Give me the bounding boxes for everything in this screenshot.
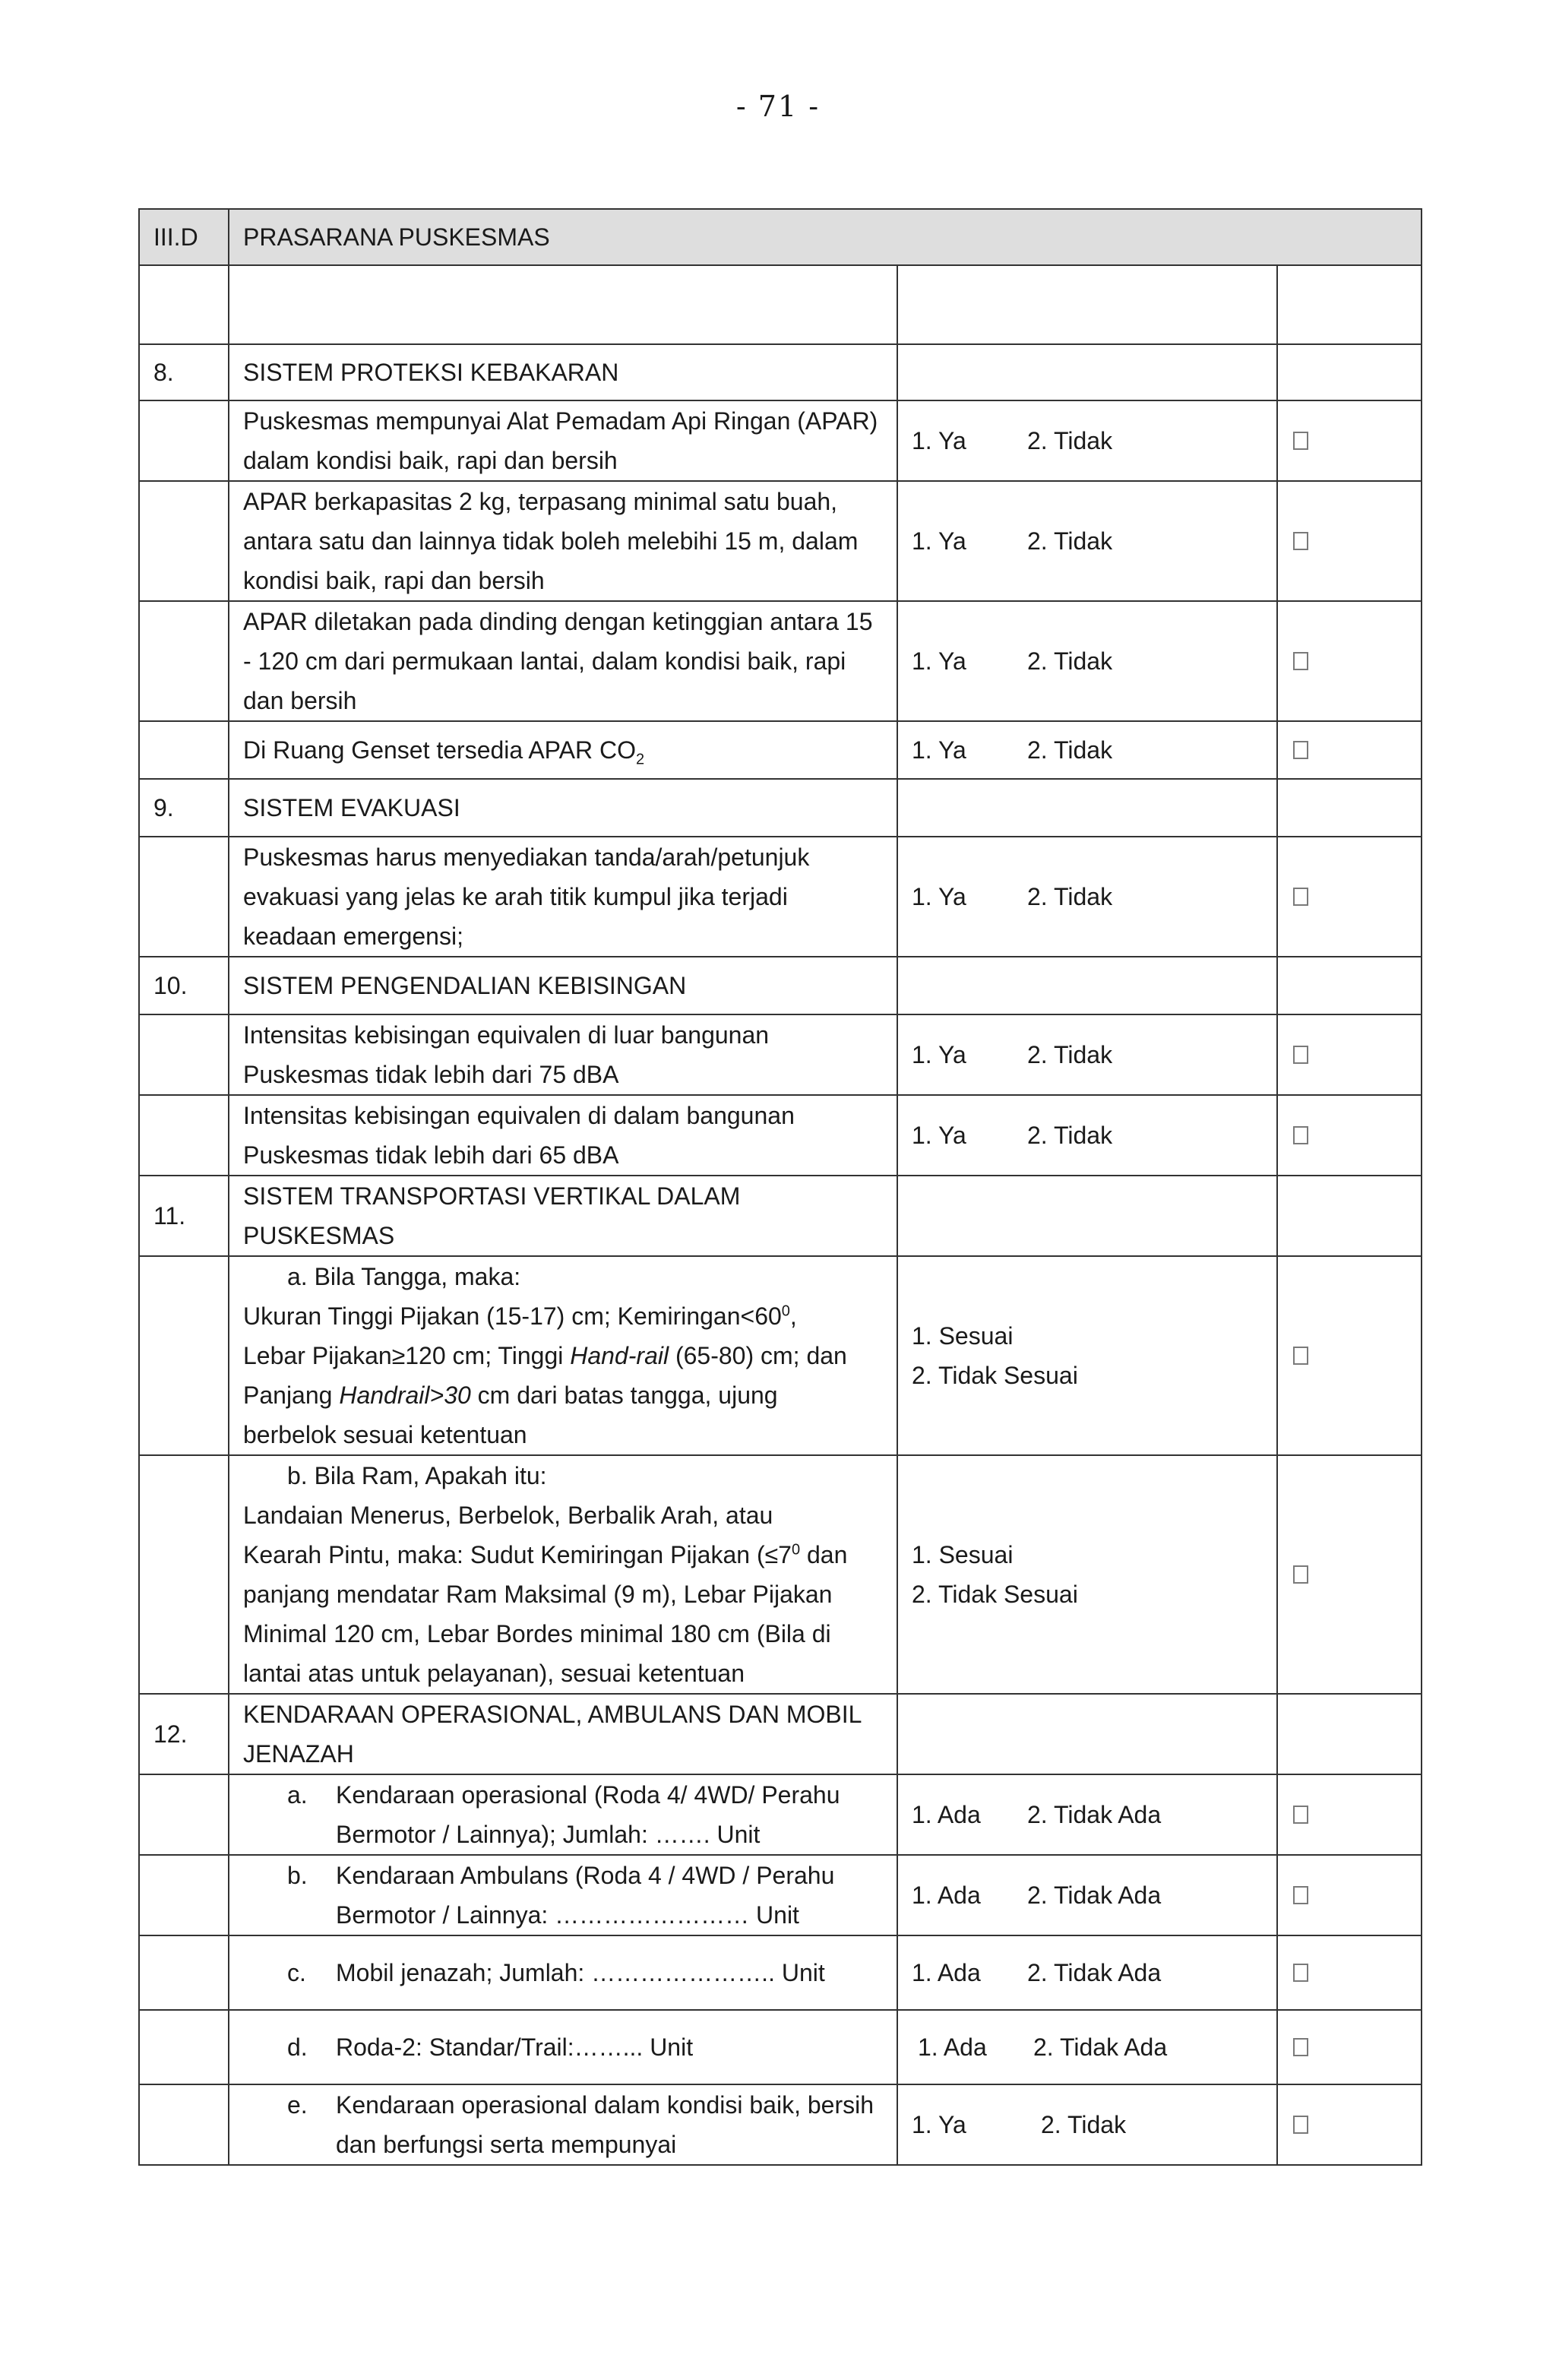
- item-letter: b.: [287, 1862, 308, 1889]
- question-text: b. Bila Ram, Apakah itu: Landaian Menerus, Berbelok, Berbalik Arah, atau Kearah Pintu, maka: Sudut Kemiringan Pijakan ($\le 7^0$ dan panjang mendatar Ram Maksimal (9 m), Lebar Pijakan Minimal 120 cm, Lebar Bordes minimal 180 cm (Bila di lantai atas untuk pelayanan), sesuai ketentuan: [229, 1455, 897, 1694]
- group-row-12: [139, 1694, 1422, 1774]
- option-tidak[interactable]: 2. Tidak: [1041, 2111, 1127, 2138]
- checkbox[interactable]: [1293, 432, 1308, 450]
- question-text: Intensitas kebisingan equivalen di luar bangunan Puskesmas tidak lebih dari 75 dBA: [229, 1014, 897, 1095]
- question-row: [139, 1256, 1422, 1455]
- checkbox[interactable]: [1293, 1046, 1308, 1064]
- group-title: SISTEM EVAKUASI: [229, 779, 897, 837]
- question-row: [139, 1855, 1422, 1935]
- question-text: Di Ruang Genset tersedia APAR $CO_2$: [229, 721, 897, 779]
- checkbox[interactable]: [1293, 1886, 1308, 1904]
- option-tidak[interactable]: 2. Tidak: [1027, 883, 1113, 910]
- option-tidak[interactable]: 2. Tidak: [1027, 1122, 1113, 1149]
- question-row: [139, 601, 1422, 721]
- option-sesuai[interactable]: 1. Sesuai: [912, 1322, 1014, 1350]
- question-text: c. Mobil jenazah; Jumlah: ………………….. Unit: [229, 1935, 897, 2010]
- option-ada[interactable]: 1. Ada: [912, 1959, 981, 1986]
- option-ada[interactable]: 1. Ada: [918, 2033, 987, 2061]
- group-title: SISTEM TRANSPORTASI VERTIKAL DALAM PUSKESMAS: [229, 1176, 897, 1256]
- option-tidak[interactable]: 2. Tidak: [1027, 647, 1113, 675]
- option-tidak-ada[interactable]: 2. Tidak Ada: [1027, 1882, 1162, 1909]
- item-letter: d.: [287, 2033, 308, 2061]
- option-tidak-ada[interactable]: 2. Tidak Ada: [1027, 1801, 1162, 1828]
- group-row-9: [139, 779, 1422, 837]
- group-number: 10.: [139, 957, 229, 1014]
- option-ya[interactable]: 1. Ya: [912, 427, 966, 454]
- checkbox[interactable]: [1293, 1806, 1308, 1824]
- option-ada[interactable]: 1. Ada: [912, 1801, 981, 1828]
- item-letter: e.: [287, 2091, 308, 2119]
- group-row-11: [139, 1176, 1422, 1256]
- question-row: [139, 481, 1422, 601]
- checkbox[interactable]: [1293, 888, 1308, 906]
- group-number: 12.: [139, 1694, 229, 1774]
- section-header-row: [139, 209, 1422, 265]
- checkbox[interactable]: [1293, 532, 1308, 550]
- page-number: - 71 -: [735, 90, 821, 123]
- question-row: [139, 2010, 1422, 2084]
- option-ada[interactable]: 1. Ada: [912, 1882, 981, 1909]
- question-text: b. Kendaraan Ambulans (Roda 4 / 4WD / Perahu Bermotor / Lainnya: …………………… Unit: [229, 1855, 897, 1935]
- option-ya[interactable]: 1. Ya: [912, 1122, 966, 1149]
- question-row: [139, 1935, 1422, 2010]
- option-tidak-ada[interactable]: 2. Tidak Ada: [1033, 2033, 1168, 2061]
- option-tidak[interactable]: 2. Tidak: [1027, 1041, 1113, 1068]
- option-ya[interactable]: 1. Ya: [912, 647, 966, 675]
- question-text: APAR diletakan pada dinding dengan ketinggian antara 15 - 120 cm dari permukaan lantai, dalam kondisi baik, rapi dan bersih: [229, 601, 897, 721]
- checkbox[interactable]: [1293, 1565, 1308, 1584]
- option-ya[interactable]: 1. Ya: [912, 527, 966, 555]
- group-title: KENDARAAN OPERASIONAL, AMBULANS DAN MOBIL JENAZAH: [229, 1694, 897, 1774]
- group-number: 8.: [139, 344, 229, 400]
- question-text: a. Kendaraan operasional (Roda 4/ 4WD/ Perahu Bermotor / Lainnya); Jumlah: ……. Unit: [229, 1774, 897, 1855]
- group-title: SISTEM PROTEKSI KEBAKARAN: [229, 344, 897, 400]
- option-sesuai[interactable]: 1. Sesuai: [912, 1541, 1014, 1568]
- question-row: [139, 2084, 1422, 2165]
- checkbox[interactable]: [1293, 1126, 1308, 1144]
- group-title: SISTEM PENGENDALIAN KEBISINGAN: [229, 957, 897, 1014]
- question-text: a. Bila Tangga, maka: Ukuran Tinggi Pijakan (15-17) cm; $Kemiringan<60^0$, Lebar Pijakan≥120 cm; Tinggi Hand-rail (65-80) cm; dan Panjang Handrail>30 cm dari batas tangga, ujung berbelok sesuai ketentuan: [229, 1256, 897, 1455]
- question-text: APAR berkapasitas 2 kg, terpasang minimal satu buah, antara satu dan lainnya tidak boleh melebihi 15 m, dalam kondisi baik, rapi dan bersih: [229, 481, 897, 601]
- group-number: 9.: [139, 779, 229, 837]
- section-code: III.D: [139, 209, 229, 265]
- question-row: [139, 721, 1422, 779]
- option-tidak-ada[interactable]: 2. Tidak Ada: [1027, 1959, 1162, 1986]
- section-title: PRASARANA PUSKESMAS: [229, 209, 1422, 265]
- question-text: e. Kendaraan operasional dalam kondisi baik, bersih dan berfungsi serta mempunyai: [229, 2084, 897, 2165]
- blank-row: [139, 265, 1422, 344]
- option-tidak[interactable]: 2. Tidak: [1027, 427, 1113, 454]
- question-row: [139, 837, 1422, 957]
- item-letter: a.: [287, 1781, 308, 1809]
- option-tidak[interactable]: 2. Tidak: [1027, 736, 1113, 764]
- group-row-8: [139, 344, 1422, 400]
- option-tidak[interactable]: 2. Tidak: [1027, 527, 1113, 555]
- option-tidak-sesuai[interactable]: 2. Tidak Sesuai: [912, 1362, 1078, 1389]
- group-number: 11.: [139, 1176, 229, 1256]
- question-row: [139, 1455, 1422, 1694]
- question-text: Intensitas kebisingan equivalen di dalam bangunan Puskesmas tidak lebih dari 65 dBA: [229, 1095, 897, 1176]
- question-text: Puskesmas harus menyediakan tanda/arah/petunjuk evakuasi yang jelas ke arah titik kumpul jika terjadi keadaan emergensi;: [229, 837, 897, 957]
- option-ya[interactable]: 1. Ya: [912, 736, 966, 764]
- option-tidak-sesuai[interactable]: 2. Tidak Sesuai: [912, 1581, 1078, 1608]
- checkbox[interactable]: [1293, 1964, 1308, 1982]
- checkbox[interactable]: [1293, 2116, 1308, 2134]
- checkbox[interactable]: [1293, 1347, 1308, 1365]
- option-ya[interactable]: 1. Ya: [912, 1041, 966, 1068]
- group-row-10: [139, 957, 1422, 1014]
- checkbox[interactable]: [1293, 652, 1308, 670]
- checkbox[interactable]: [1293, 741, 1308, 759]
- item-letter: c.: [287, 1959, 306, 1986]
- question-row: [139, 400, 1422, 481]
- option-ya[interactable]: 1. Ya: [912, 883, 966, 910]
- question-row: [139, 1774, 1422, 1855]
- question-row: [139, 1014, 1422, 1095]
- question-row: [139, 1095, 1422, 1176]
- question-text: Puskesmas mempunyai Alat Pemadam Api Ringan (APAR) dalam kondisi baik, rapi dan bersih: [229, 400, 897, 481]
- question-text: d. Roda-2: Standar/Trail:……... Unit: [229, 2010, 897, 2084]
- checklist-table: [138, 208, 1422, 2166]
- checkbox[interactable]: [1293, 2038, 1308, 2056]
- option-ya[interactable]: 1. Ya: [912, 2111, 966, 2138]
